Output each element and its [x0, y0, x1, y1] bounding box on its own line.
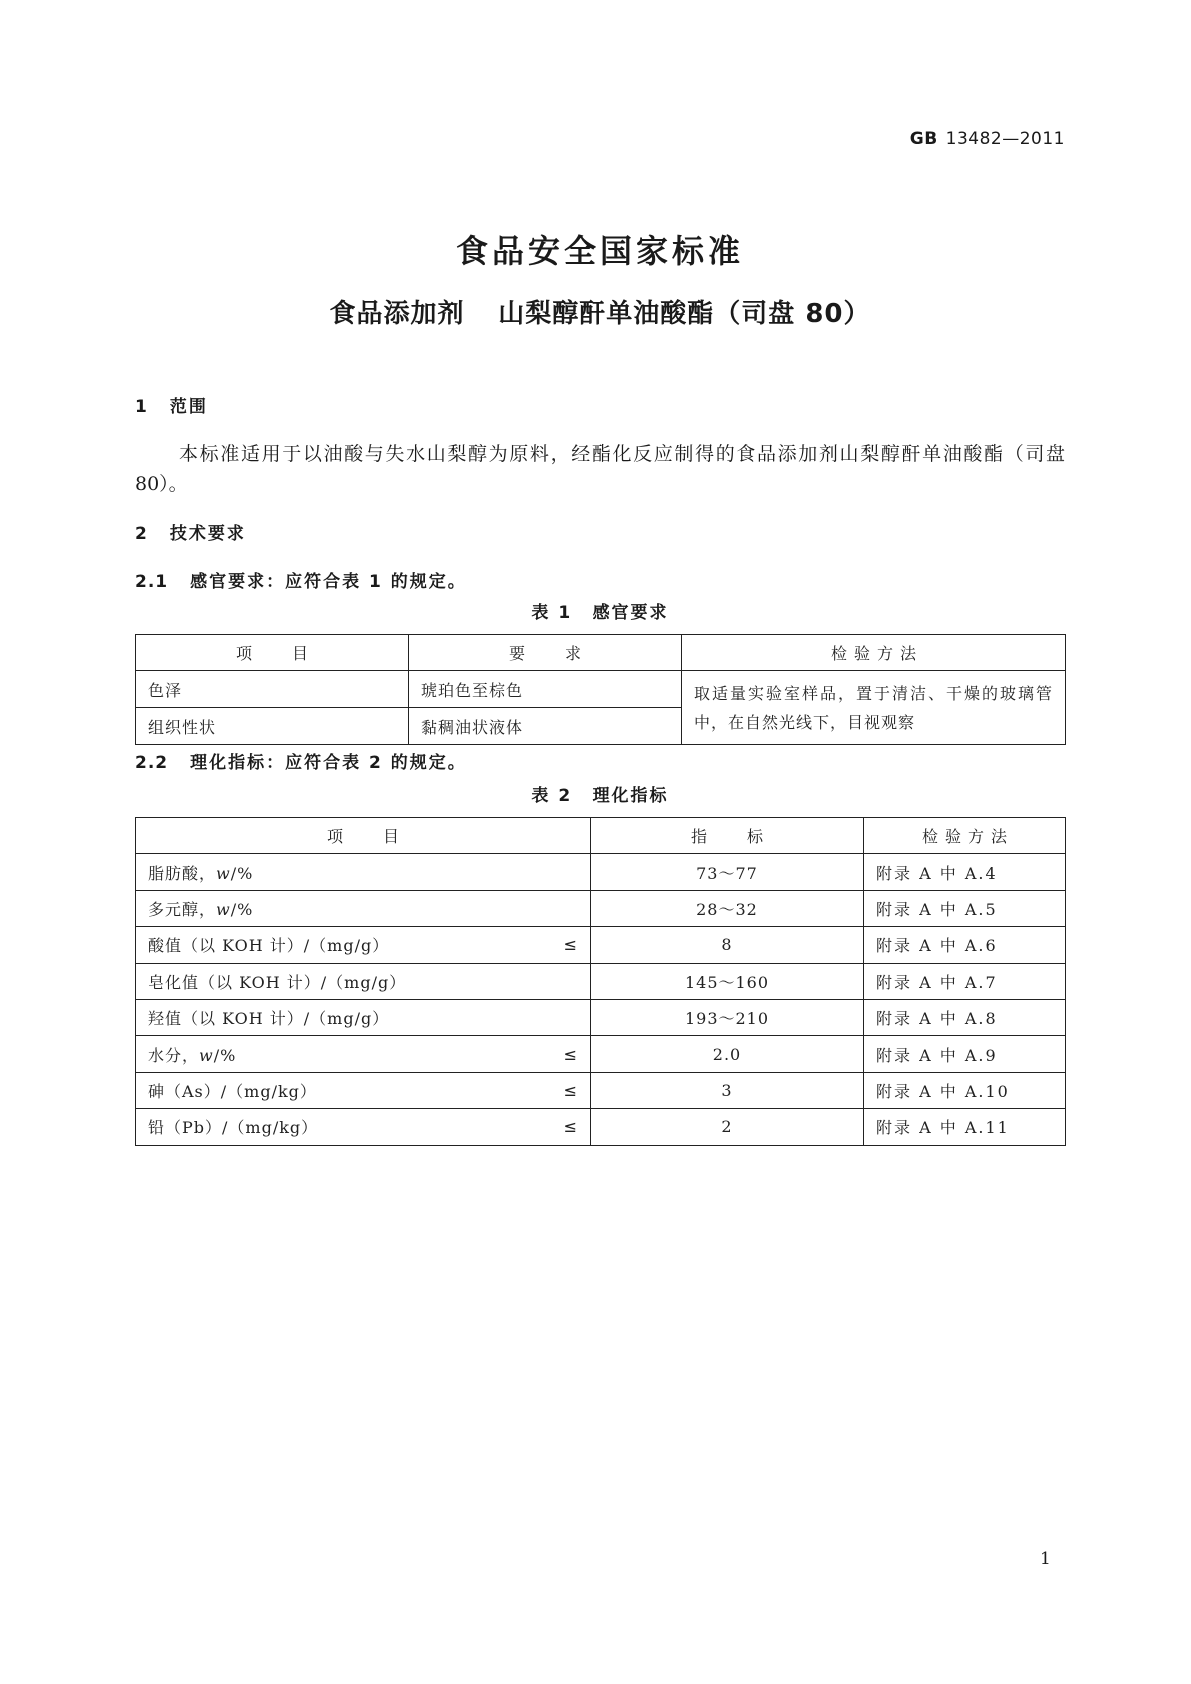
subtitle-category: 食品添加剂	[329, 299, 465, 329]
cell-method: 附录 A 中 A.4	[864, 854, 1066, 890]
clause-text: 理化指标：应符合表 2 的规定。	[190, 753, 467, 773]
cell-item: 铅（Pb）/（mg/kg） ≤	[136, 1109, 591, 1145]
table-row	[136, 963, 1066, 999]
header-item: 项 目	[136, 818, 591, 854]
cell-value: 73～77	[591, 854, 864, 890]
table-row	[136, 854, 1066, 890]
cell-item: 酸值（以 KOH 计）/（mg/g） ≤	[136, 927, 591, 963]
cell-value: 2	[591, 1109, 864, 1145]
caption-number: 表 1	[531, 603, 573, 623]
clause-number: 2.2	[135, 753, 169, 773]
cell-item: 羟值（以 KOH 计）/（mg/g）	[136, 999, 591, 1035]
cell-requirement: 琥珀色至棕色	[409, 671, 682, 708]
cell-item: 砷（As）/（mg/kg） ≤	[136, 1072, 591, 1108]
caption-title: 理化指标	[592, 786, 669, 806]
table-row	[136, 671, 1066, 708]
document-subtitle	[135, 297, 1065, 331]
cell-value: 145～160	[591, 963, 864, 999]
cell-item: 皂化值（以 KOH 计）/（mg/g）	[136, 963, 591, 999]
section-number: 1	[135, 397, 148, 417]
cell-requirement: 黏稠油状液体	[409, 708, 682, 745]
header-requirement: 要 求	[409, 635, 682, 671]
less-equal-sign: ≤	[563, 1044, 578, 1064]
cell-item: 水分，w/% ≤	[136, 1036, 591, 1072]
section-title: 技术要求	[169, 524, 246, 544]
mass-fraction-symbol: w	[199, 1045, 214, 1065]
cell-value: 8	[591, 927, 864, 963]
standard-prefix: GB	[909, 129, 938, 149]
table-row	[136, 890, 1066, 926]
cell-item: 多元醇，w/%	[136, 890, 591, 926]
section-1-heading	[135, 395, 208, 419]
page-number: 1	[1040, 1549, 1051, 1569]
cell-method: 附录 A 中 A.10	[864, 1072, 1066, 1108]
table-row	[136, 1109, 1066, 1145]
cell-item: 色泽	[136, 671, 409, 708]
subtitle-product: 山梨醇酐单油酸酯（司盘 80）	[498, 299, 871, 329]
cell-method: 附录 A 中 A.9	[864, 1036, 1066, 1072]
table-row	[136, 1072, 1066, 1108]
table-2-caption	[135, 784, 1065, 808]
standard-code	[910, 128, 1065, 150]
sensory-requirements-table	[135, 634, 1066, 745]
cell-method: 附录 A 中 A.5	[864, 890, 1066, 926]
section-title: 范围	[169, 397, 208, 417]
cell-method: 附录 A 中 A.6	[864, 927, 1066, 963]
less-equal-sign: ≤	[563, 1117, 578, 1137]
table-row	[136, 999, 1066, 1035]
document-title: 食品安全国家标准	[455, 232, 744, 270]
caption-number: 表 2	[531, 786, 573, 806]
cell-item: 组织性状	[136, 708, 409, 745]
less-equal-sign: ≤	[563, 935, 578, 955]
cell-value: 28～32	[591, 890, 864, 926]
scope-paragraph-line: 本标准适用于以油酸与失水山梨醇为原料，经酯化反应制得的食品添加剂山梨醇酐单油酸酯（司盘	[179, 443, 1065, 465]
mass-fraction-symbol: w	[216, 899, 231, 919]
cell-method: 附录 A 中 A.7	[864, 963, 1066, 999]
clause-2-1-heading	[135, 570, 467, 594]
cell-method: 附录 A 中 A.8	[864, 999, 1066, 1035]
method-line: 取适量实验室样品，置于清洁、干燥的玻璃管	[694, 683, 1053, 703]
header-item: 项 目	[136, 635, 409, 671]
clause-number: 2.1	[135, 572, 169, 592]
cell-value: 3	[591, 1072, 864, 1108]
clause-2-2-heading	[135, 751, 467, 775]
header-method: 检验方法	[682, 635, 1066, 671]
header-method: 检验方法	[864, 818, 1066, 854]
scope-paragraph-line: 80）。	[135, 473, 188, 495]
table-header-row	[136, 818, 1066, 854]
clause-text: 感官要求：应符合表 1 的规定。	[190, 572, 467, 592]
less-equal-sign: ≤	[563, 1080, 578, 1100]
cell-method	[682, 671, 1066, 745]
cell-item: 脂肪酸，w/%	[136, 854, 591, 890]
table-row	[136, 1036, 1066, 1072]
mass-fraction-symbol: w	[216, 863, 231, 883]
standard-number: 13482—2011	[945, 129, 1065, 149]
cell-value: 2.0	[591, 1036, 864, 1072]
caption-title: 感官要求	[592, 603, 669, 623]
section-number: 2	[135, 524, 148, 544]
table-header-row	[136, 635, 1066, 671]
physicochemical-indicators-table	[135, 817, 1066, 1146]
cell-value: 193～210	[591, 999, 864, 1035]
table-1-caption	[135, 601, 1065, 625]
scope-paragraph	[135, 441, 1065, 497]
method-line: 中，在自然光线下，目视观察	[694, 712, 916, 732]
header-indicator: 指 标	[591, 818, 864, 854]
section-2-heading	[135, 522, 246, 546]
table-row	[136, 927, 1066, 963]
cell-method: 附录 A 中 A.11	[864, 1109, 1066, 1145]
